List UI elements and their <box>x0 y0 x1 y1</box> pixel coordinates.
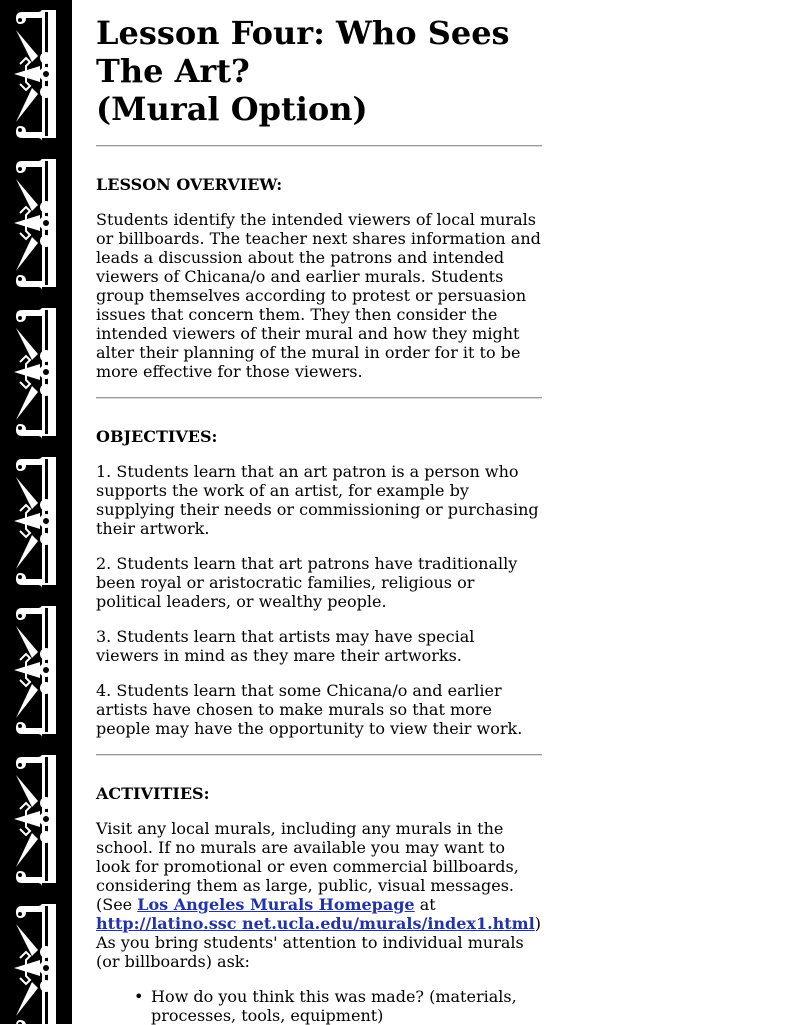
divider <box>96 145 542 147</box>
divider <box>96 397 542 399</box>
objective-item: 2. Students learn that art patrons have traditionally been royal or aristocratic families, religious or political leaders, or wealthy people. <box>96 554 518 611</box>
aztec-emblem-icon <box>12 606 58 738</box>
objective-item: 1. Students learn that an art patron is a person who supports the work of an artist, for example by supplying their needs or commissioning or purchasing their artwork. <box>96 462 539 538</box>
aztec-emblem-icon <box>12 755 58 887</box>
objective-item: 4. Students learn that some Chicana/o and earlier artists have chosen to make murals so that more people may have the opportunity to view their work. <box>96 681 523 738</box>
objectives-heading: OBJECTIVES: <box>96 427 218 446</box>
aztec-emblem-icon <box>12 457 58 589</box>
overview-heading: LESSON OVERVIEW: <box>96 175 283 194</box>
aztec-emblem-icon <box>12 308 58 440</box>
divider <box>96 754 542 756</box>
activities-heading: ACTIVITIES: <box>96 784 210 803</box>
objective-item: 3. Students learn that artists may have special viewers in mind as they mare their artworks. <box>96 627 475 665</box>
decorative-sidebar <box>0 0 72 1024</box>
aztec-emblem-icon <box>12 904 58 1024</box>
question-list <box>96 987 542 1025</box>
aztec-emblem-icon <box>12 159 58 291</box>
aztec-emblem-icon <box>12 10 58 142</box>
activities-text: Visit any local murals, including any murals in the school. If no murals are available you may want to look for promotional or even commercial billboards, considering them as large, public, visual messages. (See Los Angeles Murals Homepage at http://latino.ssc net.ucla.edu/murals/index1.html) As you bring students' attention to individual murals (or billboards) ask: <box>96 819 541 971</box>
la-murals-homepage-link[interactable]: Los Angeles Murals Homepage <box>137 895 415 914</box>
murals-url-link[interactable]: http://latino.ssc net.ucla.edu/murals/index1.html <box>96 914 535 933</box>
overview-text: Students identify the intended viewers of local murals or billboards. The teacher next shares information and leads a discussion about the patrons and intended viewers of Chicana/o and earlier murals. Students group themselves according to protest or persuasion issues that concern them. They then consider the intended viewers of their mural and how they might alter their planning of the mural in order for it to be more effective for those viewers. <box>96 210 541 381</box>
main-content <box>96 14 542 1025</box>
list-item: • How do you think this was made? (materials, processes, tools, equipment) <box>136 987 542 1025</box>
page-title: Lesson Four: Who Sees The Art? (Mural Option) <box>96 14 510 128</box>
